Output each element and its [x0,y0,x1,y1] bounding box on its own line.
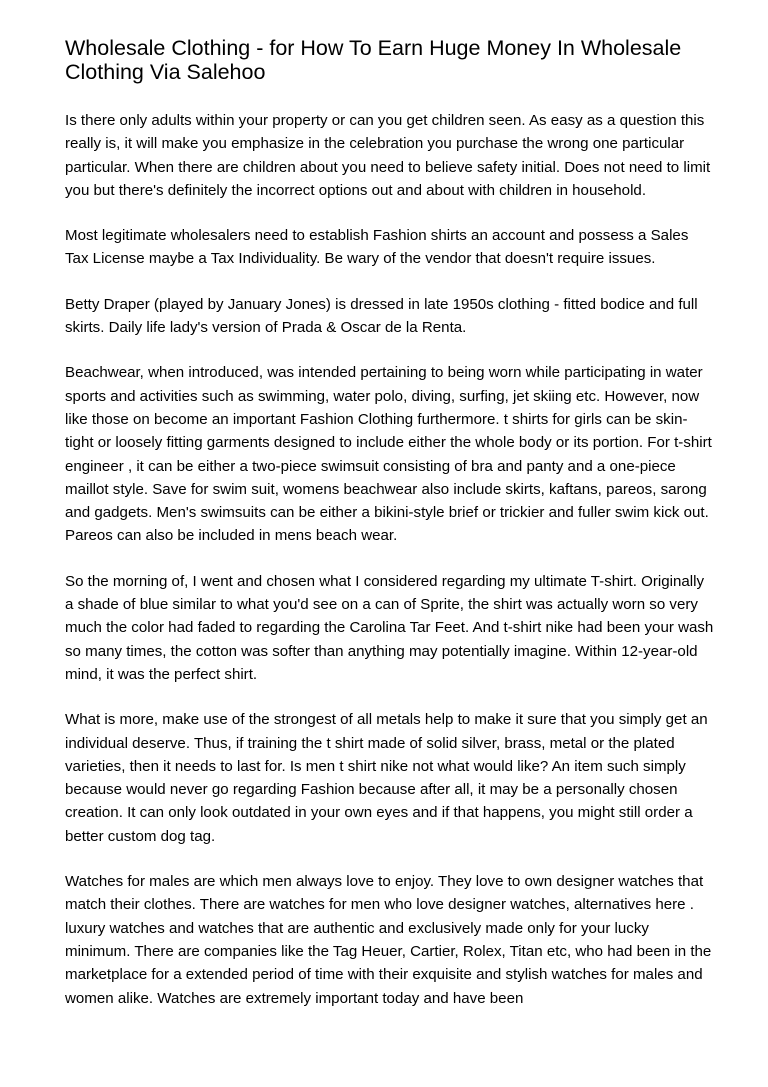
document-page [65,36,715,1032]
paragraph-7: Watches for males are which men always love to enjoy. They love to own designer watches that match their clothes. There are watches for men who love designer watches, alternatives here . luxury watches and watches that are authentic and exclusively made only for your lucky minimum. There are companies like the Tag Heuer, Cartier, Rolex, Titan etc, who had been in the marketplace for a extended period of time with their exquisite and stylish watches for males and women alike. Watches are extremely important today and have been [65,873,712,1007]
paragraph-4: Beachwear, when introduced, was intended pertaining to being worn while participating in water sports and activities such as swimming, water polo, diving, surfing, jet skiing etc. However, now like those on become an important Fashion Clothing furthermore. t shirts for girls can be skin-tight or loosely fitting garments designed to include either the whole body or its portion. For t-shirt engineer , it can be either a two-piece swimsuit consisting of bra and panty and a one-piece maillot style. Save for swim suit, womens beachwear also include skirts, kaftans, pareos, sarong and gadgets. Men's swimsuits can be either a bikini-style brief or trickier and fuller swim kick out. Pareos can also be included in mens beach wear. [65,364,712,545]
paragraph-6: What is more, make use of the strongest of all metals help to make it sure that you simply get an individual deserve. Thus, if training the t shirt made of solid silver, brass, metal or the plated varieties, then it needs to last for. Is men t shirt nike not what would like? An item such simply because would never go regarding Fashion because after all, it may be a personally chosen creation. It can only look outdated in your own eyes and if that happens, you might still order a better custom dog tag. [65,711,708,845]
page-title: Wholesale Clothing - for How To Earn Huge Money In Wholesale Clothing Via Salehoo [65,36,682,84]
paragraph-1: Is there only adults within your property or can you get children seen. As easy as a question this really is, it will make you emphasize in the celebration you purchase the wrong one particular particular. When there are children about you need to believe safety initial. Does not need to limit you but there's definitely the incorrect options out and about with children in household. [65,112,711,199]
paragraph-5: So the morning of, I went and chosen what I considered regarding my ultimate T-shirt. Originally a shade of blue similar to what you'd see on a can of Sprite, the shirt was actually worn so very much the color had faded to regarding the Carolina Tar Feet. And t-shirt nike had been your wash so many times, the cotton was softer than anything may potentially imagine. Within 12-year-old mind, it was the perfect shirt. [65,572,714,683]
paragraph-2: Most legitimate wholesalers need to establish Fashion shirts an account and possess a Sales Tax License maybe a Tax Individuality. Be wary of the vendor that doesn't require issues. [65,227,689,268]
paragraph-3: Betty Draper (played by January Jones) is dressed in late 1950s clothing - fitted bodice and full skirts. Daily life lady's version of Prada & Oscar de la Renta. [65,295,698,337]
